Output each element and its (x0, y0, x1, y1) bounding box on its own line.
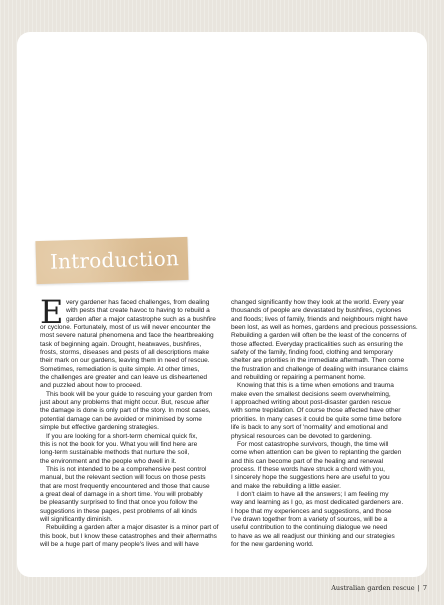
text-line: this is not the book for you. What you will find here are (40, 440, 198, 448)
text-line: the damage is done is only part of the story. In most cases, (40, 407, 211, 415)
text-line: their mark on our gardens, leaving them in need of rescue. (40, 357, 210, 365)
text-line: make even the smallest decisions seem overwhelming, (231, 390, 391, 398)
text-line: come when attention can be given to replanting the garden (231, 449, 402, 457)
right-text-column (231, 299, 418, 549)
text-line: manual, but the relevant section will focus on those pests (40, 474, 206, 482)
text-line: Rebuilding a garden after a major disaster is a minor part of (46, 524, 219, 532)
text-line: useful contribution to the continuing dialogue we need (231, 524, 388, 532)
text-line: thousands of people are devastated by bushfires, cyclones (231, 307, 402, 315)
text-line: the frustration and challenge of dealing with insurance claims (231, 365, 408, 373)
text-line: be pleasantly surprised to find that once you follow the (40, 499, 198, 507)
text-line: just about any problems that might occur. But, rescue after (40, 399, 210, 407)
text-line: been lost, as well as homes, gardens and precious possessions. (231, 324, 418, 332)
text-line: the environment and the people who dwell in it. (40, 457, 177, 465)
text-line: those affected. Everyday practicalities such as ensuring the (231, 340, 404, 348)
text-line: and rebuilding or repairing a permanent home. (231, 374, 366, 382)
left-text-column (40, 299, 220, 549)
text-line: that are most frequently encountered and those that cause (40, 482, 210, 490)
text-line: will significantly diminish. (40, 515, 113, 523)
text-line: safety of the family, finding food, clothing and temporary (231, 349, 393, 357)
text-line: frosts, storms, diseases and pests of all descriptions make (40, 349, 210, 357)
text-line: I sincerely hope the suggestions here are useful to you (231, 474, 390, 482)
text-line: and make the rebuilding a little easier. (231, 482, 341, 490)
text-line: and this can become part of the healing and renewal (231, 457, 384, 465)
text-line: process. If these words have struck a chord with you, (231, 465, 385, 473)
text-line: way and learning as I go, as most dedicated gardeners are. (231, 499, 404, 507)
text-line: I hope that my experiences and suggestions, and those (231, 507, 392, 515)
text-line: Sometimes, remediation is quite simple. At other times, (40, 365, 200, 373)
text-line: and floods; lives of family, friends and neighbours might have (231, 315, 408, 323)
text-line: I've drawn together from a variety of sources, will be a (231, 515, 388, 523)
text-line: For most catastrophe survivors, though, the time will (237, 440, 389, 448)
text-line: long-term sustainable methods that nurture the soil, (40, 449, 190, 457)
text-line: a great deal of damage in a short time. You will probably (40, 490, 203, 498)
text-line: physical resources can be devoted to gardening. (231, 432, 372, 440)
text-line: life is back to any sort of 'normality' and emotional and (231, 424, 388, 432)
text-line: This book will be your guide to rescuing your garden from (46, 390, 213, 398)
text-line: the challenges are greater and can leave us disheartened (40, 374, 208, 382)
text-line: with some trepidation. Of course those affected have other (231, 407, 401, 415)
text-line: or cyclone. Fortunately, most of us will never encounter the (40, 324, 211, 332)
page-footer (331, 584, 427, 592)
text-line: to have as we all readjust our thinking and our strategies (231, 532, 395, 540)
text-line: priorities. In many cases it could be quite some time before (231, 415, 402, 423)
text-line: I don't claim to have all the answers; I am feeling my (237, 490, 389, 498)
text-line: for the new gardening world. (231, 540, 314, 548)
running-title: Australian garden rescue (331, 584, 415, 592)
text-line: and puzzled about how to proceed. (40, 382, 142, 390)
text-line: shelter are priorities in the immediate aftermath. Then come (231, 357, 405, 365)
text-line: most severe natural phenomena and face the heartbreaking (40, 332, 214, 340)
text-line: I approached writing about post-disaster garden rescue (231, 399, 392, 407)
text-line: Rebuilding a garden will often be the least of the concerns of (231, 332, 407, 340)
chapter-title-label (35, 237, 188, 284)
text-line: this book, but I know these catastrophes and their aftermaths (40, 532, 217, 540)
text-line: very gardener has faced challenges, from dealing (66, 299, 210, 306)
text-line: simple but effective gardening strategies. (40, 424, 159, 432)
text-line: This is not intended to be a comprehensive pest control (46, 465, 207, 473)
text-line: Knowing that this is a time when emotions and trauma (237, 382, 394, 390)
text-line: with pests that create havoc to having to rebuild a (66, 307, 210, 315)
text-line: potential damage can be avoided or minimised by some (40, 415, 202, 423)
page-number: 7 (422, 584, 427, 592)
text-line: changed significantly how they look at the world. Every year (231, 299, 405, 306)
text-line: If you are looking for a short-term chemical quick fix, (46, 432, 198, 440)
text-line: task of beginning again. Drought, heatwaves, bushfires, (40, 340, 202, 348)
footer-separator: | (417, 584, 420, 592)
chapter-title: Introduction (49, 246, 180, 274)
text-line: garden after a major catastrophe such as a bushfire (66, 315, 216, 323)
text-line: suggestions in these pages, pest problems of all kinds (40, 507, 197, 515)
drop-cap: E (40, 293, 64, 331)
text-line: will be a huge part of many people's lives and will have (40, 540, 199, 548)
